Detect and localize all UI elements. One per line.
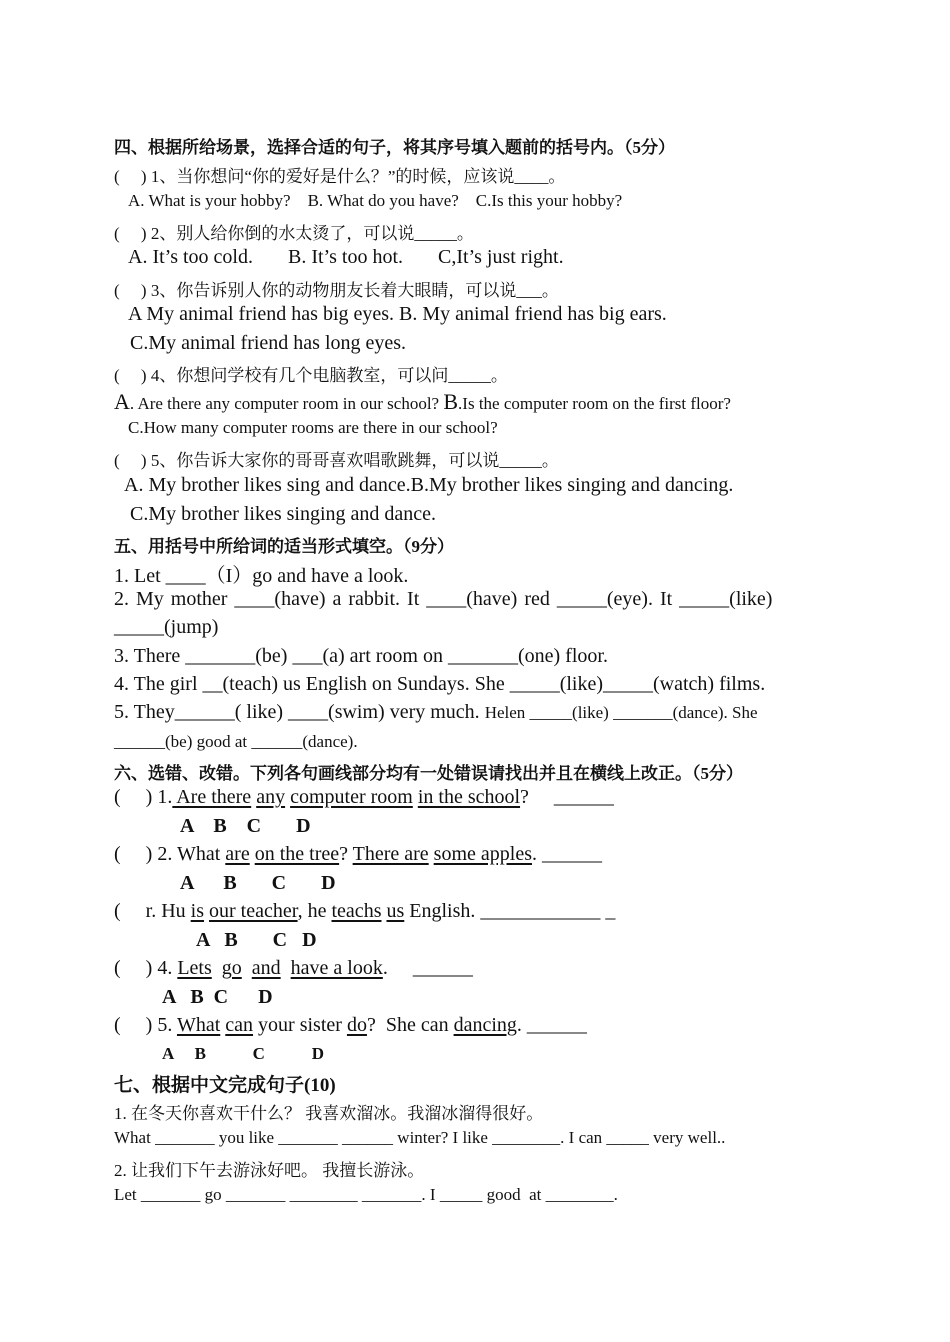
s5-question-4: 4. The girl __(teach) us English on Sundays. She _____(like)_____(watch) films. (114, 673, 766, 695)
s4-question-4: ( ) 4、你想问学校有几个电脑教室，可以问_____。 (114, 366, 508, 385)
section-7-title: 七、根据中文完成句子(10) (114, 1075, 336, 1096)
answer-blank: . ______ (516, 1014, 587, 1036)
sentence-middle-2: ? She can (366, 1014, 454, 1036)
s4-q5-options-2: C.My brother likes singing and dance. (130, 503, 437, 525)
s6-q3-letters: A B C D (196, 929, 317, 951)
underlined-part-d: some apples (433, 843, 532, 865)
underlined-part-d: in the school (417, 786, 521, 808)
s4-q5-options-1: A. My brother likes sing and dance.B.My brother likes singing and dancing. (124, 474, 734, 496)
underlined-part-b: can (225, 1014, 254, 1036)
underlined-part-a: are (225, 843, 250, 865)
sentence-middle: your sister (253, 1014, 347, 1036)
underlined-part-a: What (176, 1014, 221, 1036)
s6-q1-letters: A B C D (180, 815, 311, 837)
underlined-part-c: There are (352, 843, 429, 865)
underlined-part-b: our teacher (209, 900, 298, 922)
s4-q3-options-1: A My animal friend has big eyes. B. My animal friend has big ears. (128, 303, 667, 325)
s4-question-5: ( ) 5、你告诉大家你的哥哥喜欢唱歌跳舞，可以说_____。 (114, 451, 559, 470)
s6-question-3: ( r. Hu is our teacher, he teachs us English. ____________ _ (114, 900, 616, 922)
s7-question-2-chinese: 2. 让我们下午去游泳好吧。 我擅长游泳。 (114, 1161, 425, 1180)
s5-question-2a: 2. My mother ____(have) a rabbit. It ____(have) red _____(eye). It _____(like) (114, 588, 773, 610)
underlined-part-a: is (190, 900, 205, 922)
s5-question-3: 3. There _______(be) ___(a) art room on _______(one) floor. (114, 645, 608, 667)
underlined-part-b: any (256, 786, 286, 808)
section-6-title: 六、选错、改错。下列各句画线部分均有一处错误请找出并且在横线上改正。（5分） (114, 764, 743, 783)
s5-question-2b: _____(jump) (114, 616, 219, 638)
q-prefix: ( ) 2. What (114, 843, 226, 865)
underlined-part-d: dancing (453, 1014, 517, 1036)
q-prefix: ( ) 4. (114, 957, 178, 979)
option-letter-a: A (114, 389, 130, 414)
s5-question-5a (114, 701, 758, 724)
q-prefix: ( ) 5. (114, 1014, 177, 1036)
s5-question-5b: ______(be) good at ______(dance). (114, 732, 358, 751)
option-letter-b: B (443, 389, 459, 414)
s4-question-2: ( ) 2、别人给你倒的水太烫了，可以说_____。 (114, 224, 474, 243)
underlined-part-a: Lets (177, 957, 212, 979)
s6-question-1 (114, 786, 614, 809)
s6-q2-letters: A B C D (180, 872, 336, 894)
underlined-part-b: on the tree (254, 843, 340, 865)
answer-blank: . ______ (531, 843, 602, 865)
underlined-part-a: Are there (172, 786, 252, 808)
answer-blank: . ______ (382, 957, 473, 979)
s5-question-1: 1. Let ____（I）go and have a look. (114, 565, 409, 587)
s6-question-5 (114, 1014, 587, 1037)
s4-q2-options: A. It’s too cold. B. It’s too hot. C,It’s just right. (128, 246, 564, 268)
answer-blank: English. ____________ _ (404, 900, 616, 922)
s6-q4-letters: A B C D (162, 986, 273, 1008)
s6-q5-letters: A B C D (162, 1044, 324, 1063)
s4-question-1: ( ) 1、当你想问“你的爱好是什么？”的时候，应该说____。 (114, 167, 566, 186)
s5-q5-helen: Helen _____(like) _______(dance). She (484, 703, 758, 722)
s7-question-1-english: What _______ you like _______ ______ winter? I like ________. I can _____ very well.. (114, 1128, 726, 1147)
s4-q4-options-1 (114, 389, 731, 415)
s4-q4-options-2: C.How many computer rooms are there in our school? (128, 418, 498, 437)
underlined-part-d: us (386, 900, 405, 922)
option-b-text: .Is the computer room on the first floor? (458, 394, 731, 413)
underlined-part-c: computer room (290, 786, 413, 808)
s6-question-2: ( ) 2. What are on the tree? There are some apples. ______ (114, 843, 602, 865)
s7-question-1-chinese: 1. 在冬天你喜欢干什么？ 我喜欢溜冰。我溜冰溜得很好。 (114, 1104, 544, 1123)
s5-q5-main: 5. They______( like) ____(swim) very much. (114, 701, 485, 723)
option-a-text: . Are there any computer room in our school? (129, 394, 444, 413)
underlined-part-c: do (346, 1014, 367, 1036)
s4-q1-options: A. What is your hobby? B. What do you have? C.Is this your hobby? (128, 191, 623, 210)
s4-q3-options-2: C.My animal friend has long eyes. (130, 332, 407, 354)
answer-blank: ? ______ (520, 786, 614, 808)
q-prefix: ( ) 1. (114, 786, 173, 808)
q-prefix: ( r. Hu (114, 900, 191, 922)
s4-question-3: ( ) 3、你告诉别人你的动物朋友长着大眼睛，可以说___。 (114, 281, 559, 300)
section-4-title: 四、根据所给场景，选择合适的句子，将其序号填入题前的括号内。（5分） (114, 138, 675, 157)
s7-question-2-english: Let _______ go _______ ________ _______. I _____ good at ________. (114, 1185, 618, 1204)
underlined-part-b: go (221, 957, 242, 979)
underlined-part-d: have a look (290, 957, 383, 979)
underlined-part-c: teachs (331, 900, 382, 922)
underlined-part-c: and (251, 957, 281, 979)
section-5-title: 五、用括号中所给词的适当形式填空。（9分） (114, 537, 454, 556)
s6-question-4 (114, 957, 473, 980)
